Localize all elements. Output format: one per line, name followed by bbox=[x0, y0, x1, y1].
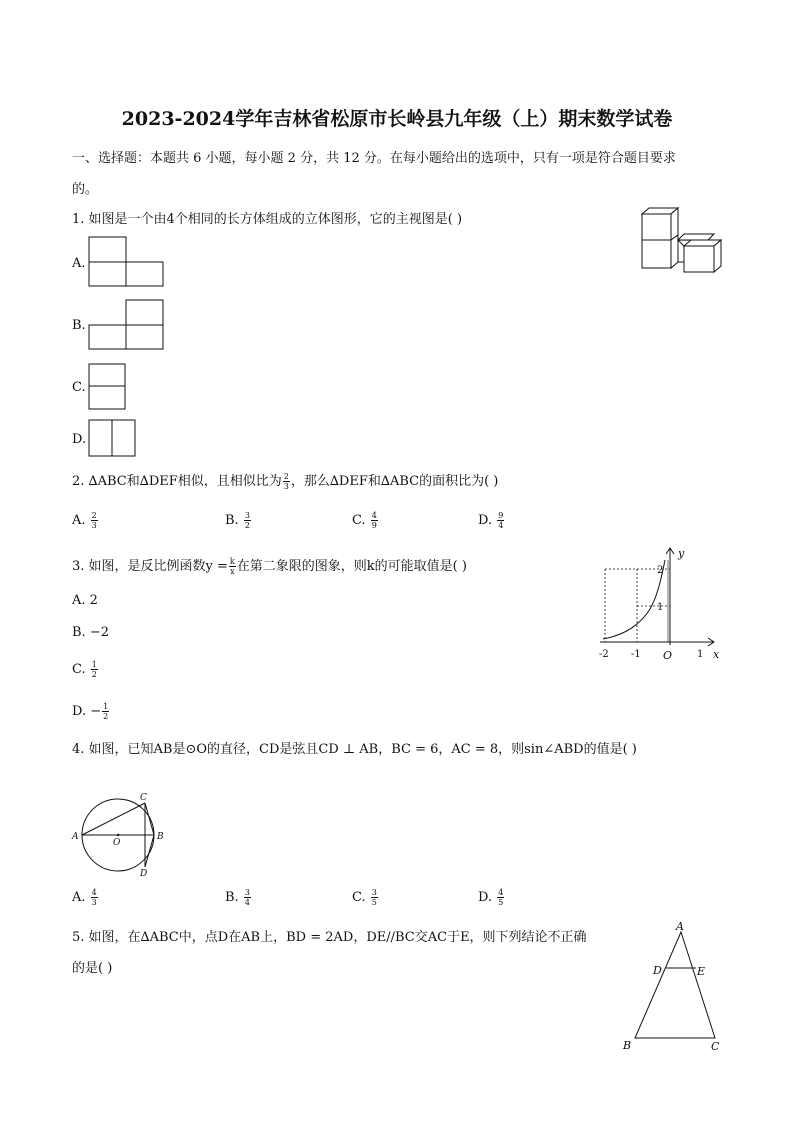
q2-option-c-num: 4 bbox=[371, 511, 377, 520]
q2-ratio-denominator: 3 bbox=[283, 482, 289, 491]
q4-segment-bc bbox=[145, 803, 154, 835]
q2-option-a-fraction bbox=[91, 511, 98, 530]
q3-option-d-num: 1 bbox=[103, 702, 109, 711]
q2-option-d-label: D. bbox=[478, 513, 493, 528]
q2-option-c bbox=[352, 511, 379, 530]
q4-option-c-num: 3 bbox=[371, 888, 377, 897]
q3-y-tick-2: 2 bbox=[657, 565, 664, 576]
q4-segment-bd bbox=[145, 835, 154, 867]
q1-option-a-label: A. bbox=[72, 256, 86, 271]
q2-option-a-num: 2 bbox=[91, 511, 97, 520]
q4-option-d-den: 5 bbox=[498, 898, 504, 907]
q4-label-c: C bbox=[140, 793, 147, 803]
q4-option-a-fraction bbox=[91, 888, 98, 907]
q4-option-a-den: 3 bbox=[91, 898, 97, 907]
q3-origin-label: O bbox=[663, 649, 673, 662]
q4-option-c bbox=[352, 888, 379, 907]
q3-option-c-num: 1 bbox=[91, 660, 97, 669]
q1-option-a-figure bbox=[88, 236, 166, 288]
q1-option-b-label: B. bbox=[72, 318, 86, 333]
q5-label-e: E bbox=[697, 965, 706, 978]
q3-y-label: y bbox=[678, 547, 685, 560]
q4-option-a-label: A. bbox=[72, 890, 86, 905]
section-header-line2: 的。 bbox=[72, 182, 99, 197]
q2-option-a bbox=[72, 511, 99, 530]
q3-x-tick-neg1: -1 bbox=[631, 649, 641, 660]
q4-option-c-den: 5 bbox=[371, 898, 377, 907]
q3-stem-part2: 在第二象限的图象，则k的可能取值是( ) bbox=[236, 559, 467, 574]
q1-option-c-figure bbox=[88, 363, 128, 413]
q4-option-d-label: D. bbox=[478, 890, 493, 905]
q3-option-c-fraction bbox=[91, 660, 98, 679]
q2-option-b-label: B. bbox=[225, 513, 239, 528]
q1-option-c-label: C. bbox=[72, 380, 86, 395]
q5-triangle-abc bbox=[635, 932, 715, 1038]
q4-option-d-fraction bbox=[497, 888, 504, 907]
q4-option-b-label: B. bbox=[225, 890, 239, 905]
q1-option-d-figure bbox=[88, 419, 138, 459]
q3-option-d-label: D. − bbox=[72, 704, 102, 719]
q4-option-b bbox=[225, 888, 252, 907]
q3-option-d bbox=[72, 702, 110, 721]
q4-option-a bbox=[72, 888, 99, 907]
q1-option-b-figure bbox=[88, 299, 166, 351]
q3-x-tick-1: 1 bbox=[697, 649, 704, 660]
q2-option-d bbox=[478, 511, 505, 530]
q3-option-d-fraction bbox=[102, 702, 109, 721]
q5-label-a: A bbox=[676, 920, 684, 933]
q3-func-denominator: x bbox=[230, 567, 235, 576]
q2-option-c-den: 9 bbox=[371, 521, 377, 530]
q2-stem-part1: 2. ∆ABC和∆DEF相似，且相似比为 bbox=[72, 474, 282, 489]
q1-stem: 1. 如图是一个由4个相同的长方体组成的立体图形，它的主视图是( ) bbox=[72, 212, 463, 227]
q4-option-a-num: 4 bbox=[91, 888, 97, 897]
q3-x-tick-neg2: -2 bbox=[599, 649, 609, 660]
q3-option-c-den: 2 bbox=[91, 670, 97, 679]
q3-option-c-label: C. bbox=[72, 662, 86, 677]
q3-stem bbox=[72, 555, 467, 576]
q2-option-b-den: 2 bbox=[244, 521, 250, 530]
q3-curve bbox=[603, 560, 665, 639]
q5-label-b: B bbox=[623, 1039, 632, 1052]
q3-option-d-den: 2 bbox=[103, 712, 109, 721]
q3-func-fraction bbox=[229, 557, 236, 576]
q4-stem: 4. 如图，已知AB是⊙O的直径，CD是弦且CD ⊥ AB，BC = 6，AC = 8，则sin∠ABD的值是( ) bbox=[72, 742, 637, 757]
q2-option-c-fraction bbox=[371, 511, 378, 530]
q2-stem bbox=[72, 470, 498, 491]
q5-label-d: D bbox=[653, 964, 662, 977]
q4-label-b: B bbox=[157, 832, 164, 842]
q4-option-b-num: 3 bbox=[244, 888, 250, 897]
q2-option-a-den: 3 bbox=[91, 521, 97, 530]
q4-label-o: O bbox=[113, 838, 121, 848]
q3-y-tick-1: 1 bbox=[657, 602, 664, 613]
q3-func-numerator: k bbox=[229, 557, 235, 566]
q5-stem-line1: 5. 如图，在∆ABC中，点D在AB上，BD = 2AD，DE//BC交AC于E，则下列结论不正确 bbox=[72, 930, 587, 945]
section-header-line1: 一、选择题：本题共 6 小题，每小题 2 分，共 12 分。在每小题给出的选项中，只有一项是符合题目要求 bbox=[72, 151, 676, 166]
q3-option-c bbox=[72, 660, 99, 679]
q4-option-b-den: 4 bbox=[244, 898, 250, 907]
q4-option-d-num: 4 bbox=[498, 888, 504, 897]
page-title: 2023-2024学年吉林省松原市长岭县九年级（上）期末数学试卷 bbox=[121, 108, 673, 130]
q2-ratio-fraction bbox=[283, 472, 290, 491]
q2-option-d-num: 9 bbox=[498, 511, 504, 520]
q1-3d-figure bbox=[630, 200, 730, 280]
q5-triangle-figure bbox=[615, 918, 730, 1058]
q3-x-label: x bbox=[713, 648, 720, 661]
q4-label-a: A bbox=[72, 832, 79, 842]
q5-label-c: C bbox=[711, 1040, 720, 1053]
q4-segment-ac bbox=[82, 803, 145, 835]
q4-circle-figure bbox=[68, 790, 178, 880]
q2-option-d-fraction bbox=[497, 511, 504, 530]
q2-option-b bbox=[225, 511, 252, 530]
q4-label-d: D bbox=[140, 869, 148, 879]
q2-stem-part2: ，那么∆DEF和∆ABC的面积比为( ) bbox=[290, 474, 499, 489]
q1-option-d-label: D. bbox=[72, 432, 87, 447]
q3-graph bbox=[595, 545, 725, 665]
q3-option-a: A. 2 bbox=[72, 593, 98, 608]
q4-option-c-fraction bbox=[371, 888, 378, 907]
q2-option-b-fraction bbox=[244, 511, 251, 530]
q2-option-a-label: A. bbox=[72, 513, 86, 528]
q2-option-c-label: C. bbox=[352, 513, 366, 528]
q5-stem-line2: 的是( ) bbox=[72, 961, 113, 976]
q2-option-b-num: 3 bbox=[244, 511, 250, 520]
q4-option-b-fraction bbox=[244, 888, 251, 907]
q4-option-c-label: C. bbox=[352, 890, 366, 905]
q3-stem-part1: 3. 如图，是反比例函数y = bbox=[72, 559, 228, 574]
q4-option-d bbox=[478, 888, 505, 907]
q2-option-d-den: 4 bbox=[498, 521, 504, 530]
q2-ratio-numerator: 2 bbox=[283, 472, 289, 481]
q3-option-b: B. −2 bbox=[72, 625, 109, 640]
